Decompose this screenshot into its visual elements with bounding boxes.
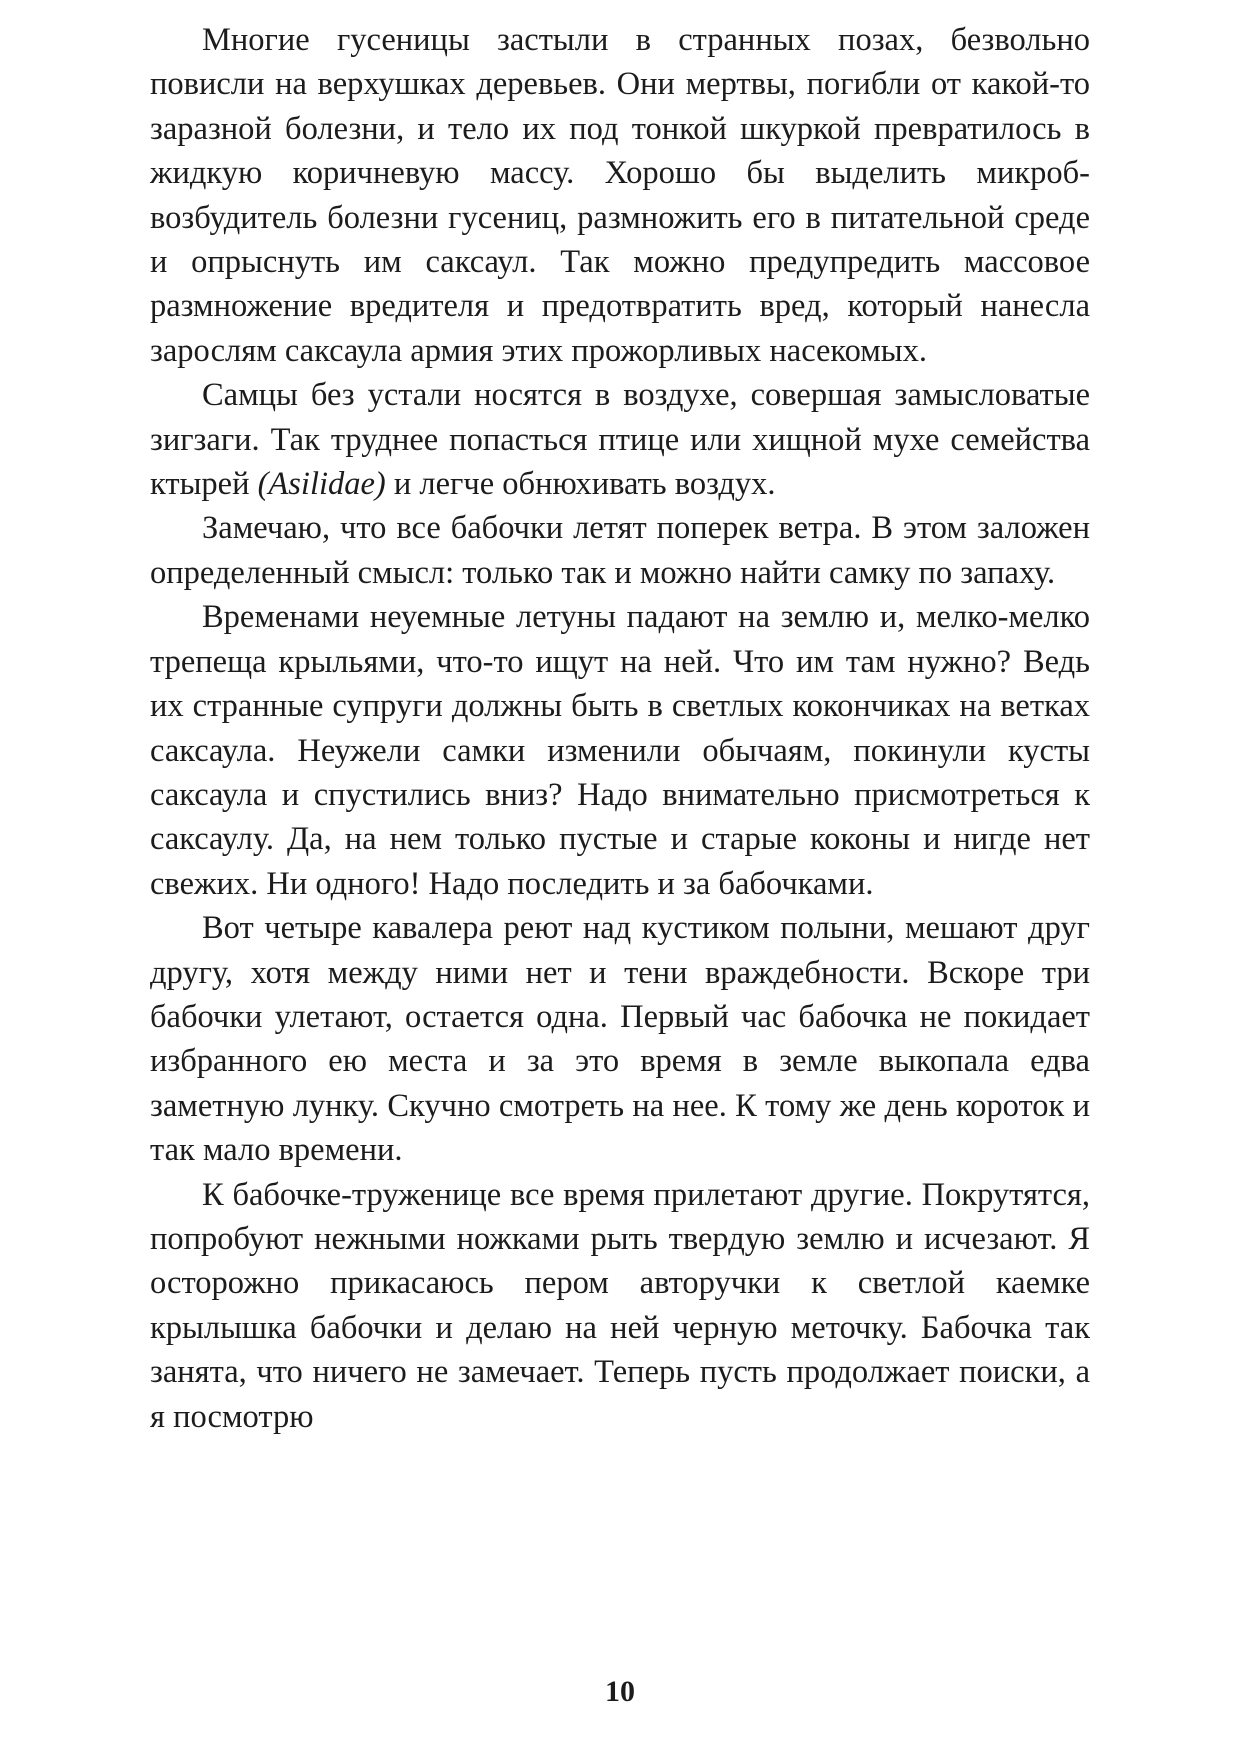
paragraph-text-before-italic: Самцы без устали носятся в воздухе, совершая замысловатые зигзаги. Так труднее попасться птице или хищной мухе семейства ктырей xyxy=(150,377,1090,503)
paragraph-text: Вот четыре кавалера реют над кустиком полыни, мешают друг другу, хотя между ними нет и тени враждебности. Вскоре три бабочки улетают, остается одна. Первый час бабочка не покидает избранного ею места и за это время в земле выкопала едва заметную лунку. Скучно смотреть на нее. К тому же день короток и так мало времени. xyxy=(150,910,1090,1169)
paragraph-text-after-italic: и легче обнюхивать воздух. xyxy=(385,466,776,503)
paragraph-text: Временами неуемные летуны падают на землю и, мелко-мелко трепеща крыльями, что-то ищут на ней. Что им там нужно? Ведь их странные супруги должны быть в светлых кокончиках на ветках саксаула. Неужели самки изменили обычаям, покинули кусты саксаула и спустились вниз? Надо внимательно присмотреться к саксаулу. Да, на нем только пустые и старые коконы и нигде нет свежих. Ни одного! Надо последить и за бабочками. xyxy=(150,599,1090,902)
paragraph-text: Многие гусеницы застыли в странных позах, безвольно повисли на верхушках деревьев. Они мертвы, погибли от какой-то заразной болезни, и тело их под тонкой шкуркой превратилось в жидкую коричневую массу. Хорошо бы выделить микроб-возбудитель болезни гусениц, размножить его в питательной среде и опрыснуть им саксаул. Так можно предупредить массовое размножение вредителя и предотвратить вред, который нанесла зарослям саксаула армия этих прожорливых насекомых. xyxy=(150,22,1090,369)
paragraph-marking-butterfly xyxy=(150,1173,1090,1439)
book-page xyxy=(150,18,1090,1718)
paragraph-males-flight xyxy=(150,373,1090,506)
paragraph-four-cavaliers xyxy=(150,906,1090,1172)
paragraph-text: Замечаю, что все бабочки летят поперек ветра. В этом заложен определенный смысл: только так и можно найти самку по запаху. xyxy=(150,510,1090,591)
page-number: 10 xyxy=(605,1675,635,1708)
page-body-text xyxy=(150,18,1090,1439)
latin-family-name: (Asilidae) xyxy=(257,466,386,503)
paragraph-caterpillars xyxy=(150,18,1090,373)
paragraph-searching-ground xyxy=(150,595,1090,906)
paragraph-text: К бабочке-труженице все время прилетают другие. Покрутятся, попробуют нежными ножками рыть твердую землю и исчезают. Я осторожно прикасаюсь пером авторучки к светлой каемке крылышка бабочки и делаю на ней черную меточку. Бабочка так занята, что ничего не замечает. Теперь пусть продолжает поиски, а я посмотрю xyxy=(150,1176,1090,1435)
paragraph-crosswind xyxy=(150,506,1090,595)
